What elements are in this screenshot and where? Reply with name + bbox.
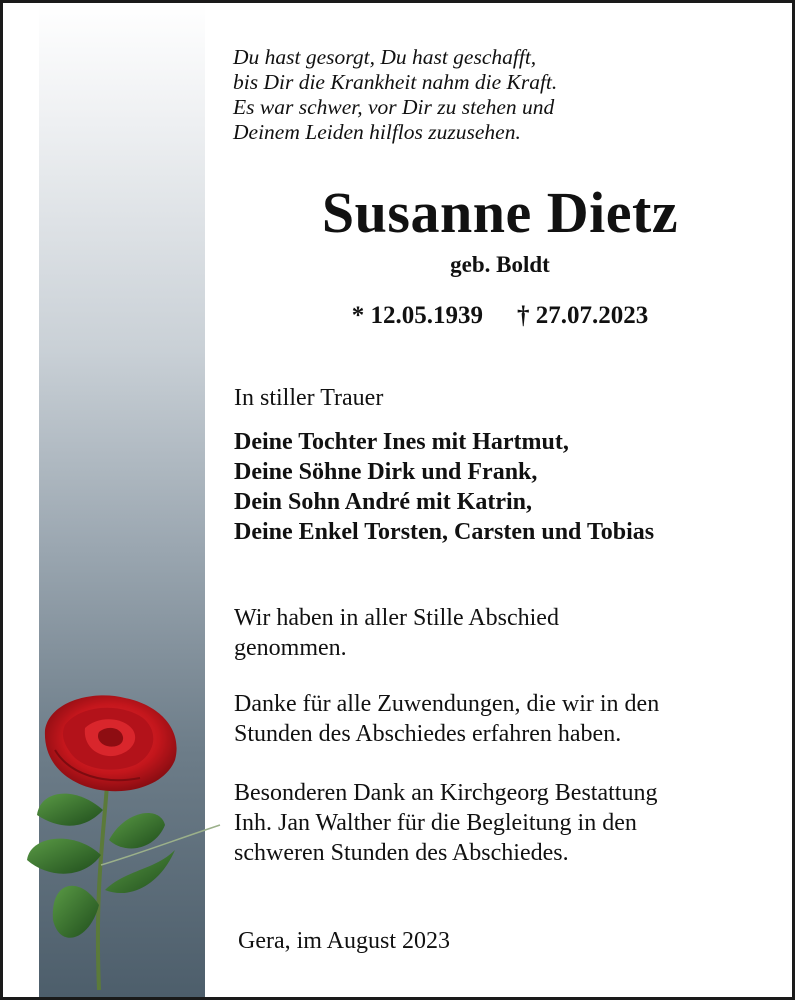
paragraph-line: Danke für alle Zuwendungen, die wir in den <box>234 691 660 717</box>
maiden-name: geb. Boldt <box>450 252 550 277</box>
mourner-line: Deine Söhne Dirk und Frank, <box>234 459 538 485</box>
red-rose-icon <box>25 690 225 995</box>
special-thanks-paragraph <box>234 778 764 868</box>
death-date: † 27.07.2023 <box>517 302 649 329</box>
life-dates <box>205 300 795 332</box>
poem-line: bis Dir die Krankheit nahm die Kraft. <box>233 70 558 94</box>
mourning-intro: In stiller Trauer <box>234 385 384 411</box>
paragraph-line: genommen. <box>234 635 347 661</box>
birth-date: * 12.05.1939 <box>351 302 483 329</box>
thanks-paragraph <box>234 689 764 749</box>
paragraph-line: Besonderen Dank an Kirchgeorg Bestattung <box>234 780 658 806</box>
paragraph-line: Wir haben in aller Stille Abschied <box>234 605 559 631</box>
paragraph-line: schweren Stunden des Abschiedes. <box>234 840 569 866</box>
mourners-list <box>234 427 654 547</box>
poem-line: Deinem Leiden hilflos zuzusehen. <box>233 120 521 144</box>
mourner-line: Dein Sohn André mit Katrin, <box>234 489 533 515</box>
mourner-line: Deine Tochter Ines mit Hartmut, <box>234 429 569 455</box>
poem-line: Es war schwer, vor Dir zu stehen und <box>233 95 555 119</box>
place-and-date: Gera, im August 2023 <box>238 928 450 954</box>
paragraph-line: Inh. Jan Walther für die Begleitung in den <box>234 810 637 836</box>
deceased-name: Susanne Dietz <box>321 180 679 245</box>
paragraph-line: Stunden des Abschiedes erfahren haben. <box>234 721 622 747</box>
mourner-line: Deine Enkel Torsten, Carsten und Tobias <box>234 519 655 545</box>
farewell-paragraph <box>234 603 764 663</box>
poem <box>233 45 753 145</box>
poem-line: Du hast gesorgt, Du hast geschafft, <box>233 45 537 69</box>
